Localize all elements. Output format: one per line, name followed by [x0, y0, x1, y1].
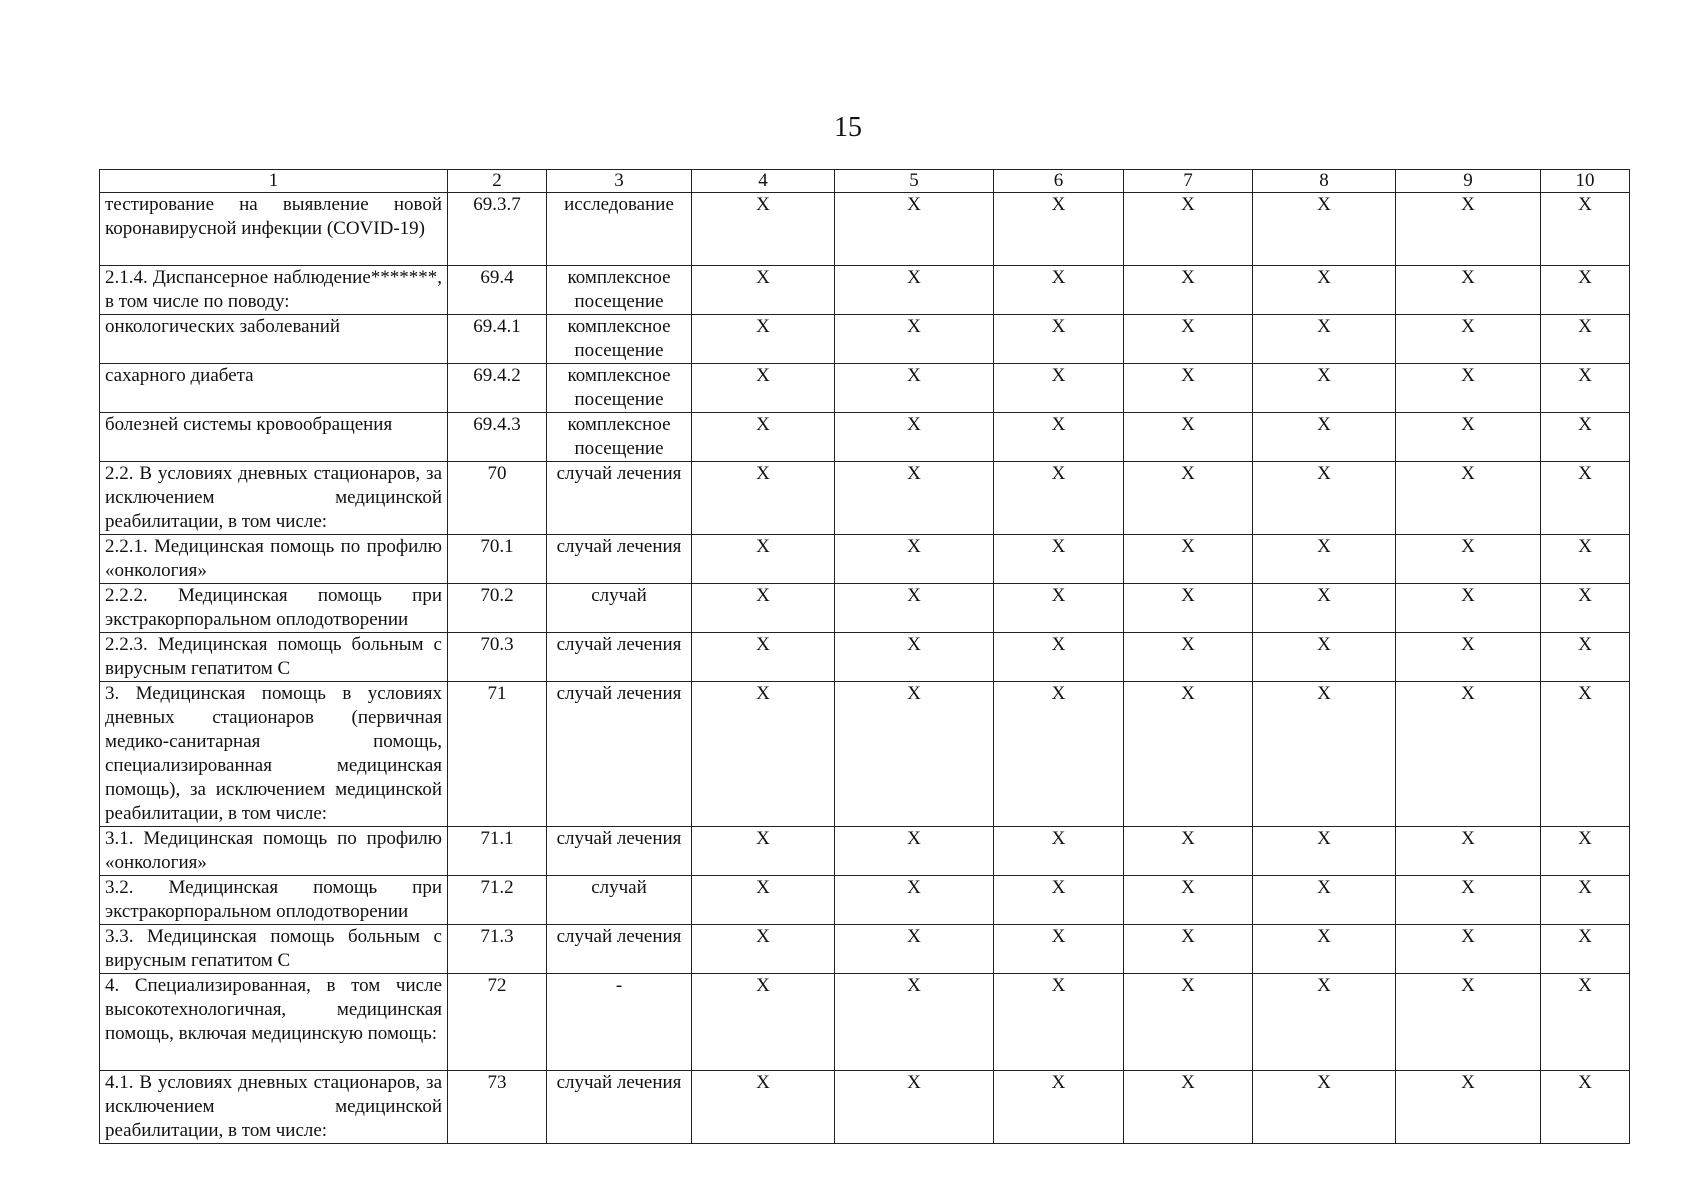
table-row	[100, 876, 1630, 925]
row-value-cell: Х	[692, 827, 835, 876]
table-row	[100, 315, 1630, 364]
row-unit-cell: случай	[547, 876, 692, 925]
column-header: 4	[692, 170, 835, 193]
row-unit-cell: исследование	[547, 193, 692, 266]
row-value-cell: Х	[1124, 974, 1253, 1071]
column-header: 9	[1396, 170, 1541, 193]
row-value-cell: Х	[1253, 827, 1396, 876]
row-value-cell: Х	[835, 925, 994, 974]
row-value-cell: Х	[835, 876, 994, 925]
row-value-cell: Х	[994, 193, 1124, 266]
row-value-cell: Х	[1541, 193, 1630, 266]
row-name-cell: 3.3. Медицинская помощь больным с вирусным гепатитом С	[100, 925, 448, 974]
row-value-cell: Х	[1253, 535, 1396, 584]
row-value-cell: Х	[994, 266, 1124, 315]
row-name-cell: болезней системы кровообращения	[100, 413, 448, 462]
row-name-cell: 2.2.1. Медицинская помощь по профилю «онкология»	[100, 535, 448, 584]
row-value-cell: Х	[692, 462, 835, 535]
row-value-cell: Х	[1541, 876, 1630, 925]
row-value-cell: Х	[994, 462, 1124, 535]
table-body	[100, 193, 1630, 1144]
row-value-cell: Х	[994, 364, 1124, 413]
row-unit-cell: случай лечения	[547, 925, 692, 974]
row-value-cell: Х	[1396, 193, 1541, 266]
row-unit-cell: комплексное посещение	[547, 413, 692, 462]
row-value-cell: Х	[1541, 462, 1630, 535]
row-name-cell: 4. Специализированная, в том числе высокотехнологичная, медицинская помощь, включая медицинскую помощь:	[100, 974, 448, 1071]
row-value-cell: Х	[1541, 413, 1630, 462]
row-value-cell: Х	[692, 364, 835, 413]
table-header	[100, 170, 1630, 193]
column-header: 10	[1541, 170, 1630, 193]
row-code-cell: 69.3.7	[448, 193, 547, 266]
row-value-cell: Х	[1541, 633, 1630, 682]
row-value-cell: Х	[1253, 682, 1396, 827]
row-value-cell: Х	[1396, 925, 1541, 974]
row-unit-cell: случай лечения	[547, 462, 692, 535]
row-value-cell: Х	[835, 827, 994, 876]
row-value-cell: Х	[835, 584, 994, 633]
row-value-cell: Х	[994, 584, 1124, 633]
row-code-cell: 71.1	[448, 827, 547, 876]
row-code-cell: 71.2	[448, 876, 547, 925]
row-value-cell: Х	[1253, 925, 1396, 974]
table-row	[100, 584, 1630, 633]
row-value-cell: Х	[994, 633, 1124, 682]
row-name-cell: тестирование на выявление новой коронавирусной инфекции (COVID-19)	[100, 193, 448, 266]
row-name-cell: 4.1. В условиях дневных стационаров, за исключением медицинской реабилитации, в том числе:	[100, 1071, 448, 1144]
row-name-cell: 2.2.3. Медицинская помощь больным с вирусным гепатитом С	[100, 633, 448, 682]
row-code-cell: 71.3	[448, 925, 547, 974]
row-name-cell: онкологических заболеваний	[100, 315, 448, 364]
row-value-cell: Х	[1253, 413, 1396, 462]
row-value-cell: Х	[1253, 364, 1396, 413]
row-value-cell: Х	[1396, 974, 1541, 1071]
table-row	[100, 682, 1630, 827]
row-value-cell: Х	[692, 682, 835, 827]
row-value-cell: Х	[1253, 1071, 1396, 1144]
row-unit-cell: случай	[547, 584, 692, 633]
row-value-cell: Х	[835, 193, 994, 266]
row-value-cell: Х	[1253, 876, 1396, 925]
row-value-cell: Х	[994, 413, 1124, 462]
row-value-cell: Х	[835, 266, 994, 315]
row-value-cell: Х	[1396, 876, 1541, 925]
row-value-cell: Х	[1541, 1071, 1630, 1144]
row-value-cell: Х	[692, 633, 835, 682]
row-value-cell: Х	[994, 827, 1124, 876]
row-unit-cell: -	[547, 974, 692, 1071]
table-row	[100, 974, 1630, 1071]
row-name-cell: 2.1.4. Диспансерное наблюдение*******, в том числе по поводу:	[100, 266, 448, 315]
row-value-cell: Х	[1124, 193, 1253, 266]
column-header: 1	[100, 170, 448, 193]
row-value-cell: Х	[692, 974, 835, 1071]
row-value-cell: Х	[1396, 462, 1541, 535]
row-value-cell: Х	[1396, 315, 1541, 364]
row-value-cell: Х	[1396, 682, 1541, 827]
row-name-cell: 3.2. Медицинская помощь при экстракорпоральном оплодотворении	[100, 876, 448, 925]
row-value-cell: Х	[835, 1071, 994, 1144]
column-header: 6	[994, 170, 1124, 193]
row-value-cell: Х	[692, 876, 835, 925]
row-value-cell: Х	[1124, 266, 1253, 315]
table-row	[100, 1071, 1630, 1144]
row-value-cell: Х	[1396, 584, 1541, 633]
row-value-cell: Х	[1396, 266, 1541, 315]
table-row	[100, 413, 1630, 462]
row-value-cell: Х	[1396, 413, 1541, 462]
row-value-cell: Х	[994, 315, 1124, 364]
row-value-cell: Х	[1124, 584, 1253, 633]
row-code-cell: 69.4.1	[448, 315, 547, 364]
row-code-cell: 70.3	[448, 633, 547, 682]
row-value-cell: Х	[1124, 535, 1253, 584]
column-header: 7	[1124, 170, 1253, 193]
row-unit-cell: комплексное посещение	[547, 315, 692, 364]
row-value-cell: Х	[1396, 535, 1541, 584]
row-code-cell: 70.1	[448, 535, 547, 584]
table-row	[100, 266, 1630, 315]
row-value-cell: Х	[1253, 462, 1396, 535]
row-value-cell: Х	[835, 315, 994, 364]
row-value-cell: Х	[1124, 315, 1253, 364]
row-value-cell: Х	[1396, 633, 1541, 682]
row-value-cell: Х	[994, 876, 1124, 925]
row-value-cell: Х	[692, 1071, 835, 1144]
row-name-cell: 3.1. Медицинская помощь по профилю «онкология»	[100, 827, 448, 876]
row-value-cell: Х	[1541, 315, 1630, 364]
column-header: 5	[835, 170, 994, 193]
row-value-cell: Х	[835, 364, 994, 413]
row-value-cell: Х	[1124, 925, 1253, 974]
row-value-cell: Х	[835, 413, 994, 462]
row-unit-cell: случай лечения	[547, 633, 692, 682]
table-row	[100, 193, 1630, 266]
row-value-cell: Х	[1541, 827, 1630, 876]
row-value-cell: Х	[835, 535, 994, 584]
row-value-cell: Х	[1396, 364, 1541, 413]
row-value-cell: Х	[994, 925, 1124, 974]
row-name-cell: сахарного диабета	[100, 364, 448, 413]
row-value-cell: Х	[1124, 633, 1253, 682]
row-name-cell: 3. Медицинская помощь в условиях дневных стационаров (первичная медико-санитарная помощь, специализированная медицинская помощь), за исключением медицинской реабилитации, в том числе:	[100, 682, 448, 827]
row-code-cell: 69.4	[448, 266, 547, 315]
row-code-cell: 69.4.3	[448, 413, 547, 462]
row-value-cell: Х	[1253, 315, 1396, 364]
row-value-cell: Х	[692, 925, 835, 974]
column-header: 3	[547, 170, 692, 193]
row-value-cell: Х	[1253, 584, 1396, 633]
row-value-cell: Х	[1253, 266, 1396, 315]
row-value-cell: Х	[1124, 364, 1253, 413]
table-row	[100, 462, 1630, 535]
row-value-cell: Х	[1253, 974, 1396, 1071]
row-value-cell: Х	[1124, 413, 1253, 462]
row-value-cell: Х	[1124, 827, 1253, 876]
row-value-cell: Х	[835, 633, 994, 682]
row-unit-cell: случай лечения	[547, 682, 692, 827]
row-value-cell: Х	[1124, 682, 1253, 827]
data-table	[99, 169, 1630, 1144]
row-value-cell: Х	[994, 535, 1124, 584]
row-code-cell: 73	[448, 1071, 547, 1144]
row-value-cell: Х	[1541, 266, 1630, 315]
row-value-cell: Х	[692, 413, 835, 462]
row-value-cell: Х	[692, 193, 835, 266]
row-unit-cell: случай лечения	[547, 1071, 692, 1144]
row-value-cell: Х	[1541, 535, 1630, 584]
row-value-cell: Х	[1396, 827, 1541, 876]
row-value-cell: Х	[1124, 1071, 1253, 1144]
row-value-cell: Х	[692, 266, 835, 315]
row-unit-cell: случай лечения	[547, 535, 692, 584]
column-header: 2	[448, 170, 547, 193]
row-name-cell: 2.2. В условиях дневных стационаров, за исключением медицинской реабилитации, в том числе:	[100, 462, 448, 535]
row-value-cell: Х	[692, 584, 835, 633]
row-value-cell: Х	[994, 974, 1124, 1071]
row-value-cell: Х	[1396, 1071, 1541, 1144]
column-header: 8	[1253, 170, 1396, 193]
row-code-cell: 70.2	[448, 584, 547, 633]
row-unit-cell: комплексное посещение	[547, 266, 692, 315]
table-row	[100, 633, 1630, 682]
row-value-cell: Х	[1253, 633, 1396, 682]
row-value-cell: Х	[835, 462, 994, 535]
row-value-cell: Х	[1124, 876, 1253, 925]
row-code-cell: 69.4.2	[448, 364, 547, 413]
row-unit-cell: комплексное посещение	[547, 364, 692, 413]
table-row	[100, 827, 1630, 876]
table-row	[100, 364, 1630, 413]
table-row	[100, 925, 1630, 974]
row-code-cell: 70	[448, 462, 547, 535]
row-unit-cell: случай лечения	[547, 827, 692, 876]
row-value-cell: Х	[1541, 364, 1630, 413]
table-row	[100, 535, 1630, 584]
row-value-cell: Х	[994, 682, 1124, 827]
row-value-cell: Х	[692, 315, 835, 364]
row-value-cell: Х	[1253, 193, 1396, 266]
row-value-cell: Х	[692, 535, 835, 584]
row-name-cell: 2.2.2. Медицинская помощь при экстракорпоральном оплодотворении	[100, 584, 448, 633]
row-code-cell: 71	[448, 682, 547, 827]
row-value-cell: Х	[835, 682, 994, 827]
row-code-cell: 72	[448, 974, 547, 1071]
header-row	[100, 170, 1630, 193]
row-value-cell: Х	[1541, 584, 1630, 633]
row-value-cell: Х	[1124, 462, 1253, 535]
row-value-cell: Х	[994, 1071, 1124, 1144]
row-value-cell: Х	[1541, 682, 1630, 827]
row-value-cell: Х	[835, 974, 994, 1071]
row-value-cell: Х	[1541, 974, 1630, 1071]
row-value-cell: Х	[1541, 925, 1630, 974]
page-number: 15	[834, 112, 862, 143]
